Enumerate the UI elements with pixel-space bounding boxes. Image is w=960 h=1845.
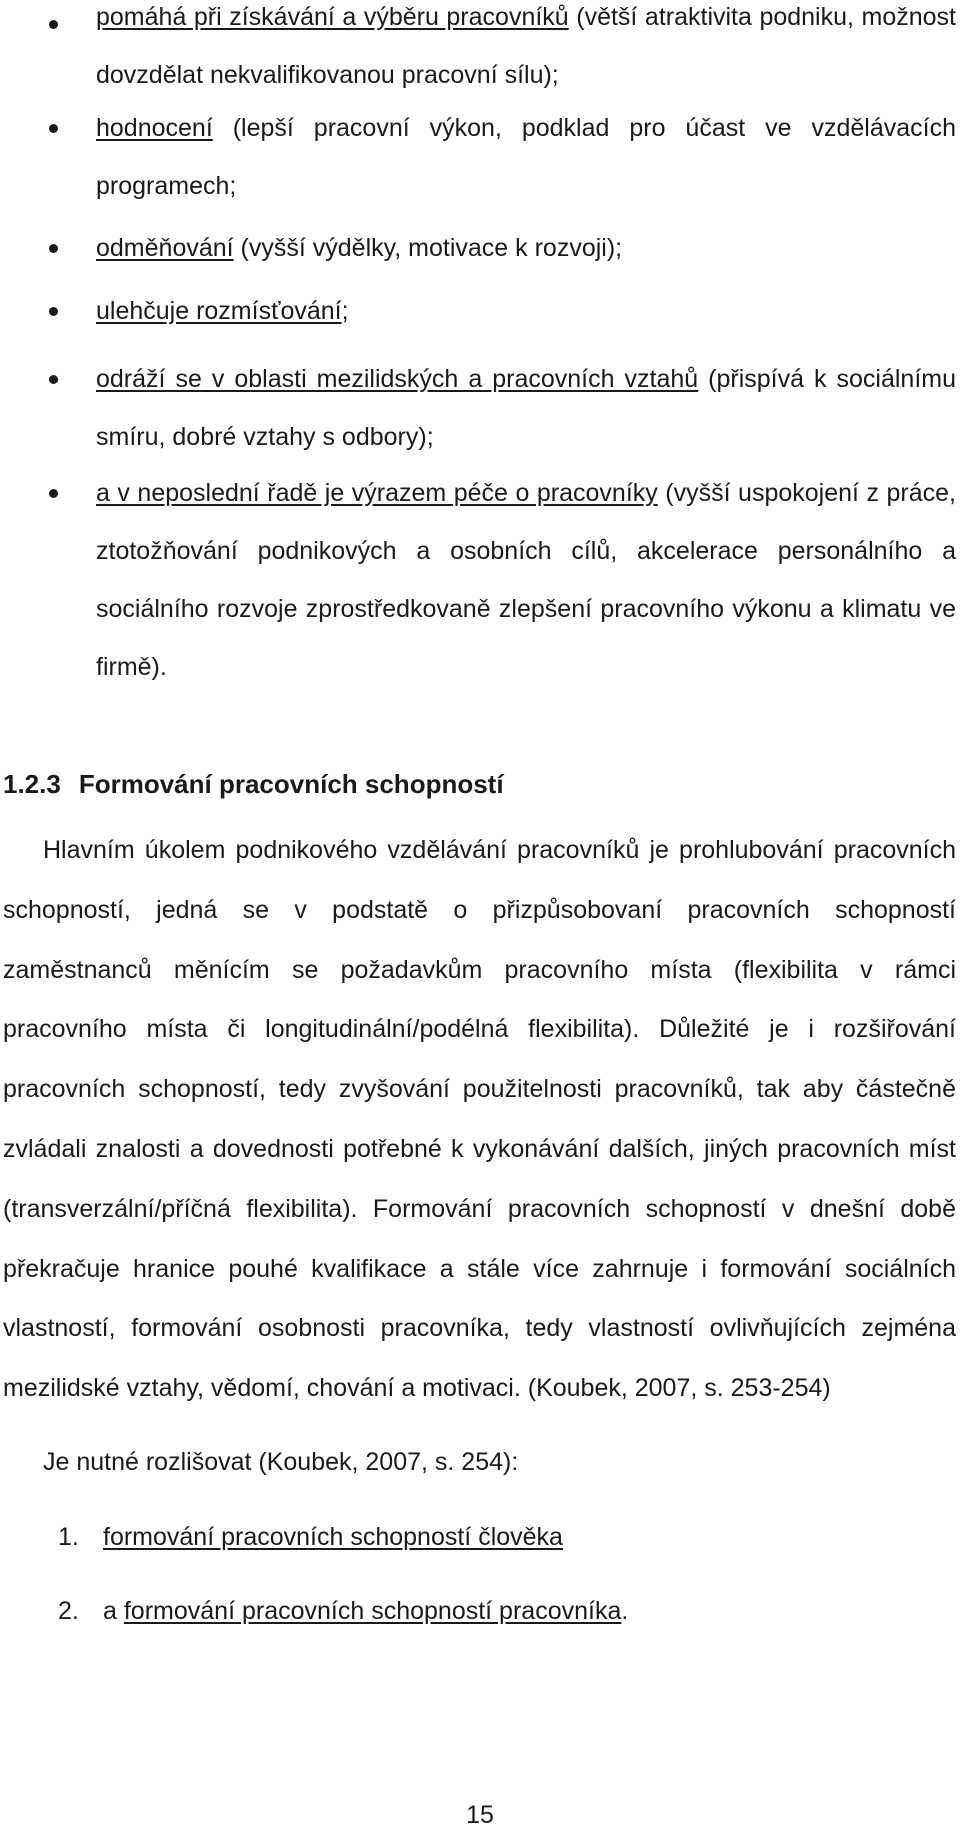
bullet-icon [49, 124, 58, 133]
bullet-text [96, 464, 956, 696]
body-paragraph [3, 821, 956, 1419]
bullet-description: (přispívá k sociálnímu smíru, dobré vztahy s odbory); [96, 365, 956, 451]
intro-sentence: Je nutné rozlišovat (Koubek, 2007, s. 254): [43, 1448, 519, 1476]
bullet-text [96, 219, 956, 277]
bullet-text [96, 0, 956, 104]
underlined-term: formování pracovních schopností pracovníka [123, 1597, 622, 1625]
item-text: a formování pracovních schopností pracovníka. [103, 1597, 629, 1625]
underlined-term: odráží se v oblasti mezilidských a pracovních vztahů [96, 365, 699, 393]
underlined-term: formování pracovních schopností člověka [103, 1523, 563, 1551]
bullet-description: (větší atraktivita podniku, možnost dovzdělat nekvalifikovanou pracovní sílu); [96, 3, 956, 89]
item-number: 2. [58, 1597, 79, 1625]
section-title: Formování pracovních schopností [78, 769, 504, 799]
underlined-term: odměňování [96, 234, 234, 262]
bullet-description: (vyšší výdělky, motivace k rozvoji); [233, 234, 623, 262]
underlined-term: a v neposlední řadě je výrazem péče o pracovníky [96, 479, 658, 507]
bullet-text [96, 282, 956, 340]
paragraph-text: Hlavním úkolem podnikového vzdělávání pracovníků je prohlubování pracovních schopností, jedná se v podstatě o přizpůsobovaní pracovních schopností zaměstnanců měnícím se požadavkům pracovního místa (flexibilita v rámci pracovního místa či longitudinální/podélná flexibilita). Důležité je i rozšiřování pracovních schopností, tedy zvyšování použitelnosti pracovníků, tak aby částečně zvládali znalosti a dovednosti potřebné k vykonávání dalších, jiných pracovních míst (transverzální/příčná flexibilita). Formování pracovních schopností v dnešní době překračuje hranice pouhé kvalifikace a stále více zahrnuje i formování sociálních vlastností, formování osobnosti pracovníka, tedy vlastností ovlivňujících zejména mezilidské vztahy, vědomí, chování a motivaci. (Koubek, 2007, s. 253-254) [3, 836, 956, 1403]
bullet-icon [49, 375, 58, 384]
underlined-term: hodnocení [96, 114, 213, 142]
bullet-icon [49, 20, 58, 29]
bullet-description: (vyšší uspokojení z práce, ztotožňování podnikových a osobních cílů, akcelerace personálního a sociálního rozvoje zprostředkovaně zlepšení pracovního výkonu a klimatu ve firmě). [96, 479, 956, 681]
item-number: 1. [58, 1523, 79, 1551]
section-heading [3, 760, 504, 808]
section-number: 1.2.3 [3, 769, 61, 799]
bullet-text [96, 99, 956, 215]
bullet-text [96, 350, 956, 466]
bullet-icon [49, 307, 58, 316]
page-number: 15 [466, 1801, 494, 1829]
bullet-description: ; [341, 297, 349, 325]
bullet-icon [49, 244, 58, 253]
underlined-term: pomáhá při získávání a výběru pracovníků [96, 3, 569, 31]
bullet-description: (lepší pracovní výkon, podklad pro účast ve vzdělávacích programech; [96, 114, 956, 200]
underlined-term: ulehčuje rozmísťování [96, 297, 342, 325]
bullet-icon [49, 489, 58, 498]
item-text [103, 1509, 563, 1565]
